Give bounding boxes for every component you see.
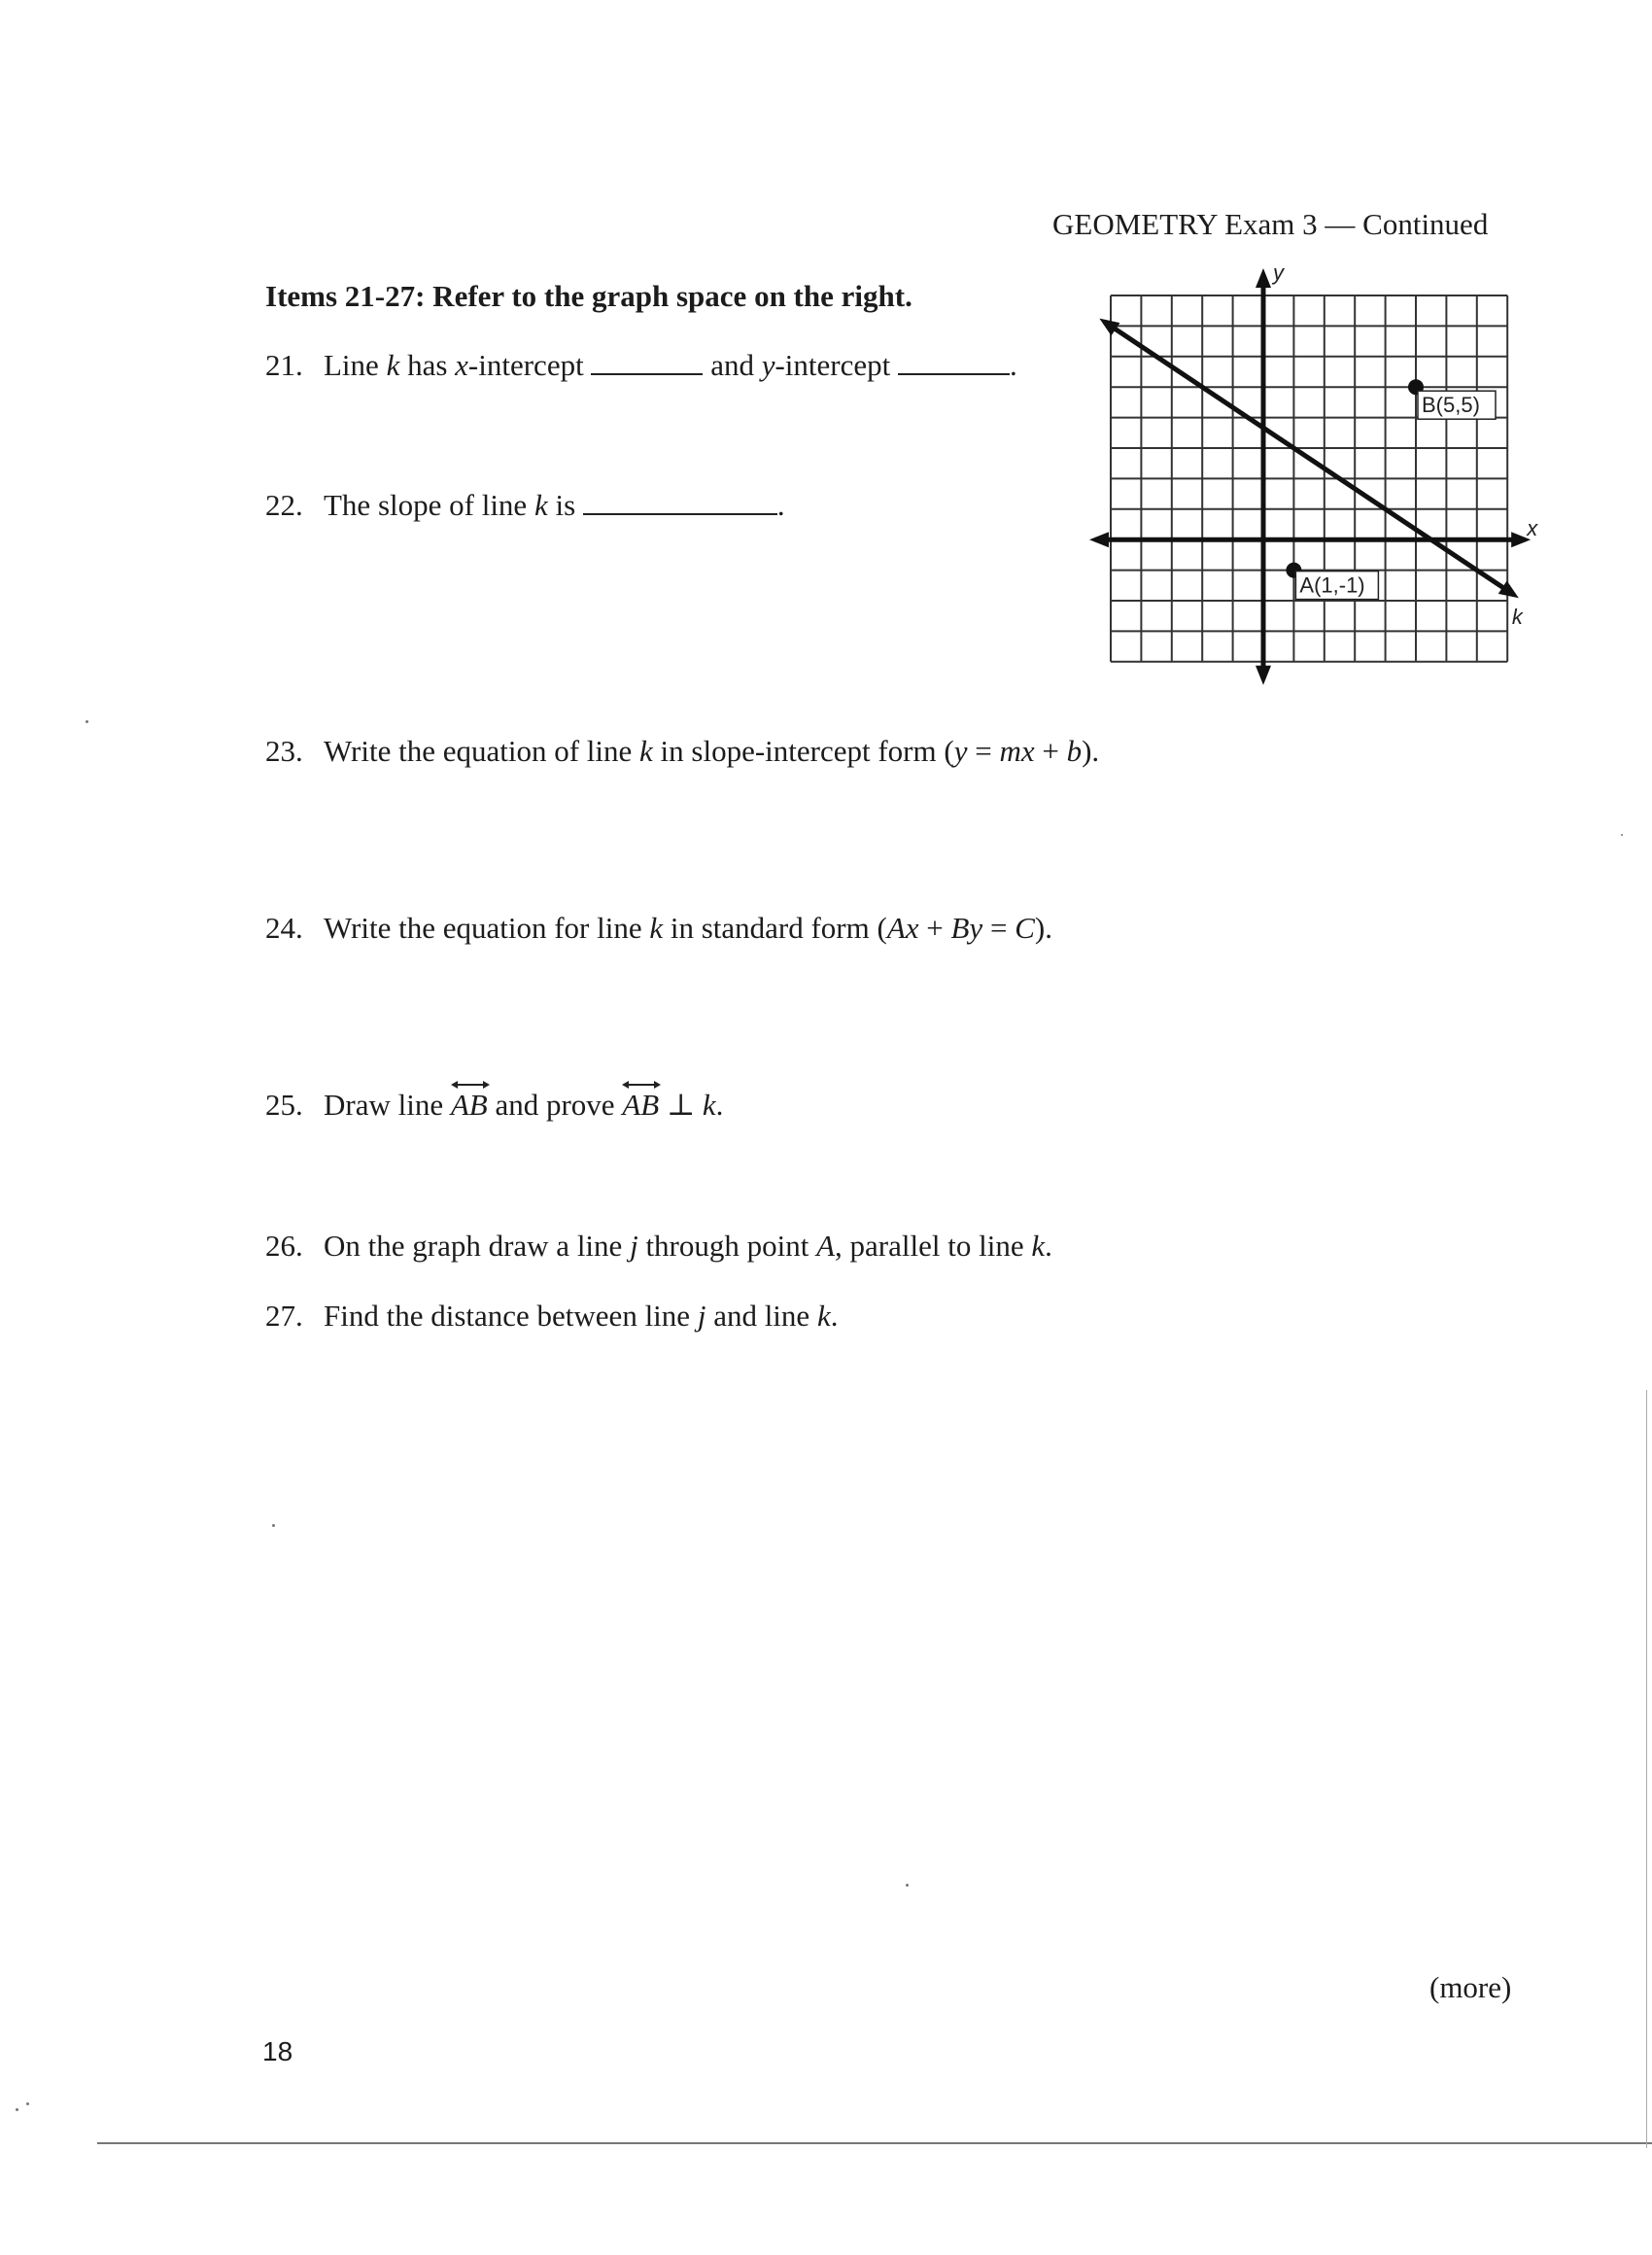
question-text: is (547, 488, 583, 522)
question-number: 24. (265, 911, 303, 945)
question-23 (265, 734, 1099, 769)
formula-plus: + (1034, 734, 1067, 768)
question-21 (265, 348, 1017, 383)
formula-c: C (1015, 911, 1035, 945)
question-text: The slope of line (324, 488, 534, 522)
x-axis-arrow-left (1089, 532, 1109, 547)
question-number: 23. (265, 734, 303, 768)
line-k-symbol: k (386, 348, 400, 382)
question-24 (265, 911, 1052, 946)
y-axis-label: y (1273, 260, 1284, 285)
point-a-label: A(1,-1) (1299, 572, 1365, 598)
line-k-symbol: k (1031, 1229, 1046, 1263)
line-k (1099, 319, 1518, 599)
formula-plus: + (918, 911, 951, 945)
question-text: and prove (487, 1088, 623, 1122)
question-text: Write the equation of line (324, 734, 640, 768)
question-text: . (776, 488, 785, 522)
question-text: -intercept (774, 348, 898, 382)
question-text: in standard form ( (663, 911, 887, 945)
point-b-label: B(5,5) (1422, 393, 1480, 418)
scan-speck (26, 2102, 29, 2105)
question-text: . (1009, 348, 1017, 382)
line-k-path (1104, 322, 1514, 595)
question-text: Draw line (324, 1088, 451, 1122)
line-j-symbol: j (697, 1299, 706, 1333)
page-edge-line (1646, 1390, 1647, 2148)
question-text: and (703, 348, 762, 382)
scan-speck (906, 1884, 909, 1887)
question-number: 25. (265, 1088, 303, 1122)
coordinate-graph[interactable] (1084, 260, 1538, 698)
formula-by: By (950, 911, 983, 945)
formula-equals: = (967, 734, 1000, 768)
perpendicular-symbol: ⊥ (659, 1088, 703, 1122)
question-text: . (715, 1088, 724, 1122)
question-text: ). (1082, 734, 1100, 768)
line-k-label: k (1511, 604, 1523, 629)
question-22 (265, 488, 785, 523)
question-text: -intercept (467, 348, 592, 382)
line-ab-notation (622, 1088, 659, 1123)
line-k-symbol: k (649, 911, 664, 945)
question-26 (265, 1229, 1052, 1264)
formula-b: b (1066, 734, 1083, 768)
line-k-symbol: k (639, 734, 653, 768)
double-arrow-icon (451, 1080, 490, 1090)
y-intercept-answer-blank[interactable] (898, 372, 1010, 375)
line-k-arrow-end (1498, 581, 1519, 599)
scan-speck (16, 2108, 18, 2111)
question-number: 21. (265, 348, 303, 382)
point-a-symbol: A (816, 1229, 836, 1263)
graph-grid (1111, 295, 1507, 662)
y-axis-arrow-up (1256, 268, 1271, 288)
line-ab-label: AB (622, 1088, 660, 1122)
line-k-symbol: k (816, 1299, 831, 1333)
question-text: On the graph draw a line (324, 1229, 631, 1263)
formula-equals: = (982, 911, 1015, 945)
question-text: and line (706, 1299, 817, 1333)
question-text: Line (324, 348, 387, 382)
double-arrow-icon (622, 1080, 661, 1090)
x-symbol: x (455, 348, 468, 382)
question-number: 27. (265, 1299, 303, 1333)
line-k-arrow-start (1099, 319, 1119, 336)
scan-speck (86, 720, 88, 723)
question-text: Write the equation for line (324, 911, 650, 945)
question-text: . (830, 1299, 839, 1333)
scan-speck (272, 1524, 275, 1527)
scan-speck (1621, 834, 1623, 836)
page-header: GEOMETRY Exam 3 — Continued (1052, 207, 1489, 241)
question-text: has (399, 348, 456, 382)
question-text: in slope-intercept form ( (652, 734, 954, 768)
line-ab-label: AB (450, 1088, 488, 1122)
items-instructions: Items 21-27: Refer to the graph space on the right. (265, 279, 912, 313)
formula-mx: mx (999, 734, 1035, 768)
line-ab-notation (451, 1088, 488, 1123)
footer-rule (97, 2142, 1652, 2144)
question-number: 26. (265, 1229, 303, 1263)
slope-answer-blank[interactable] (583, 512, 777, 515)
question-number: 22. (265, 488, 303, 522)
graph-axes (1089, 268, 1531, 685)
x-intercept-answer-blank[interactable] (591, 372, 703, 375)
line-j-symbol: j (630, 1229, 638, 1263)
question-text: ). (1034, 911, 1052, 945)
line-k-symbol: k (533, 488, 548, 522)
x-axis-label: x (1527, 516, 1538, 541)
question-text: Find the distance between line (324, 1299, 698, 1333)
formula-ax: Ax (886, 911, 919, 945)
question-text: through point (637, 1229, 817, 1263)
line-k-symbol: k (702, 1088, 716, 1122)
question-25 (265, 1088, 723, 1123)
page-number: 18 (262, 2036, 293, 2066)
question-text: . (1045, 1229, 1052, 1263)
question-text: , parallel to line (835, 1229, 1032, 1263)
question-27 (265, 1299, 838, 1334)
y-axis-arrow-down (1256, 666, 1271, 685)
more-indicator: (more) (1429, 1970, 1512, 2004)
formula-y: y (953, 734, 968, 768)
y-symbol: y (761, 348, 775, 382)
